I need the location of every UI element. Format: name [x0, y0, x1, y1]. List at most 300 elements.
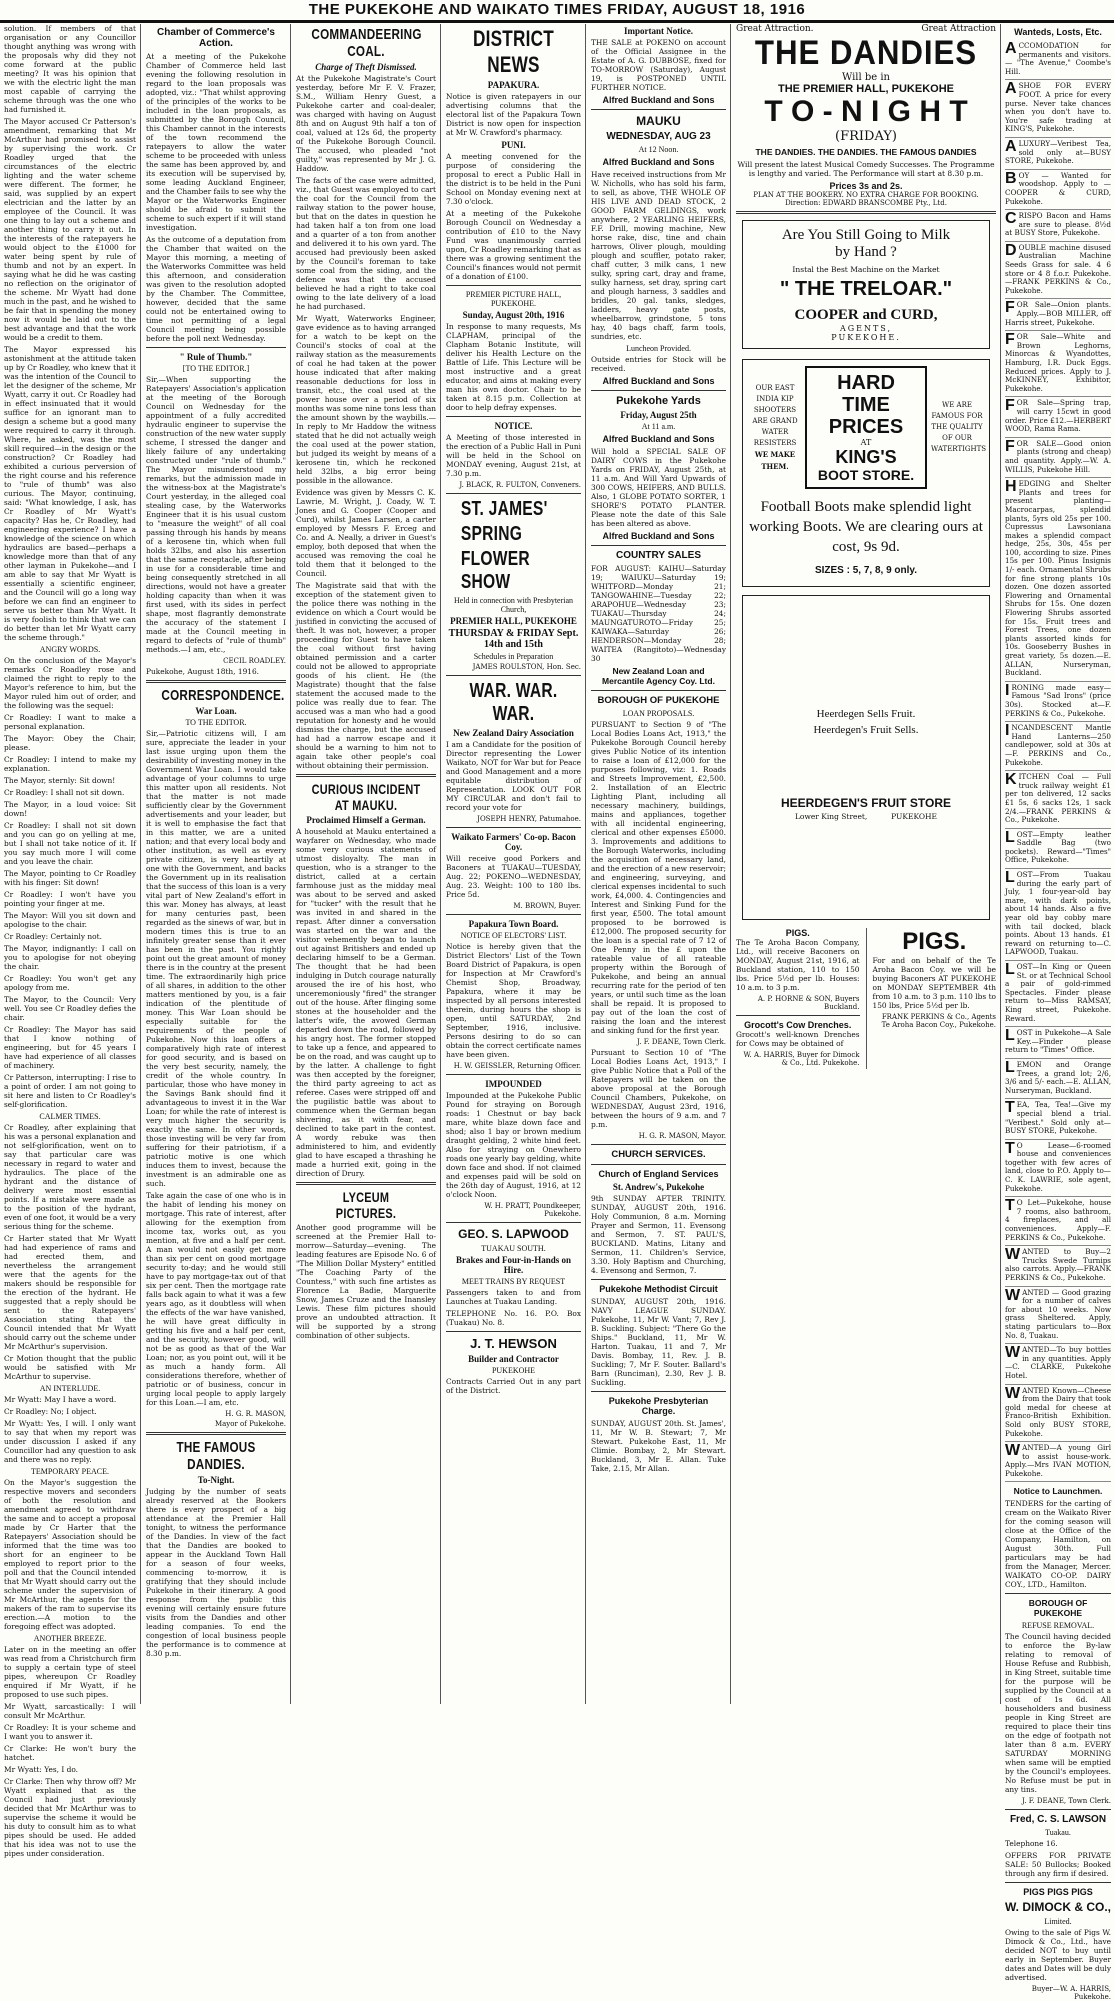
ad-title: Papakura Town Board. [468, 919, 559, 929]
ad-text: Heerdegen Sells Fruit. [816, 708, 916, 720]
classified-text: EMON and Orange Trees, a grand lot; 2/6, 3/6 and 5/- each.—E. ALLAN, Nurseryman, Buckland. [1005, 1059, 1111, 1095]
classified-item [1005, 682, 1111, 722]
classified-item [1005, 869, 1111, 961]
ad-text: Held in connection with Presbyterian Church, [453, 596, 574, 614]
auctioneer: Alfred Buckland and Sons [602, 376, 715, 386]
ad-sizes: SIZES : 5, 7, 8, 9 only. [814, 565, 918, 576]
ad-text: Direction: EDWARD BRANSCOMBE Pty., Ltd. [785, 199, 947, 207]
drop-cap: B [1005, 169, 1017, 187]
ad-text: The Te Aroha Bacon Company, Ltd., will receive Baconers on MONDAY, August 21st, 1916, at Buckland station, 110 to 150 lbs. Price 5½d per lb. Houses: 10 a.m. to 3 p.m. [736, 938, 860, 992]
classified-text: EDGING and Shelter Plants and trees for present planting—Macrocarpas, splendid plants, 5yrs old 25s per 100. Cupressus Lawsoniana makes a splendid compact hedge, 25s, 30s, 45s per 100, according to size. Pines 15s per 100. Pinus Insignis 1/- each. Ornamental Shrubs for fine strong plants 10s dozen. One dozen assorted Flowering and Ornamental Shrubs for 15s. One dozen Flowering Shrubs assorted for 15s. Fruit trees and Forest Trees, one dozen plants assorted kinds for 10s. Gooseberry Bushes in great variety, 5s dozen.—E. ALLAN, Nurseryman, Buckland. [1005, 479, 1111, 678]
drop-cap: I [1005, 681, 1010, 699]
article-paragraph: The Mayor expressed his astonishment at the attitude taken up by Cr Roadley, who knew that it was the intention of the Council to let the designer of the scheme, Mr Wyatt, carry it out. Cr Roadley had in effect insinuated that it would suffice for an ignorant man to design a scheme but a good many were required to carry it through. Where, he asked, was the most skill required—in the design or the construction? Cr Roadley had exhibited a curious perversion of the right course and his reference to "rule of thumb" was also curious. The Mayor, continuing, said: "What knowledge, I ask, has Cr Roadley of Mr Wyatt's capacity? Has he, Cr Roadley, had engineering experience? I have a knowledge of the science on which hydraulics are based—perhaps a knowledge more than that of any other layman in Pukekohe—and I am able to say that Mr Wyatt is essentially a scientific engineer, and the Council will go a long way before we can find an engineer to serve us better than Mr Wyatt. It is very foolish to think that we can do better than let Mr Wyatt carry the scheme through." [4, 345, 136, 642]
ad-text: Outside entries for Stock will be received. [591, 355, 726, 373]
ad-text: PUKEKOHE. [831, 333, 901, 342]
article-paragraph: The Mayor: Obey the Chair, please. [4, 734, 136, 752]
ad-text: Pursuant to Section 10 of "The Local Bodies Loans Act, 1913," I give Public Notice that a Poll of the Ratepayers will be taken on the above proposal at the Borough Council Chambers, Pukekohe, on WEDNESDAY, August 23rd, 1916, between the hours of 9 a.m. and 7 p.m. [591, 1048, 726, 1129]
ad-date: Sunday, August 20th, 1916 [462, 310, 565, 320]
ad-agent: COOPER and CURD, [794, 307, 938, 323]
classified-item [1005, 1442, 1111, 1482]
ad-text: Have received instructions from Mr W. Nicholls, who has sold his farm, to sell, as above, THE WHOLE OF HIS LIVE AND DEAD STOCK, 2 GOOD FARM GELDINGS, work anywhere, 2 YEARLING HEIFERS, F.F. Drill, mowing machine, New horse rake, disc, tine and chain harrows, Oliver plough, moulding plough and scuffler, potato raker, chaff cutter, 3 milk cans, 1 new sulky, spring cart, dray and frame, sulky harness, set dray, spring cart and plough harness, 3 saddles and bridles, 20 gal. tanks, sledges, ladders, heavy gate posts, wheelbarrow, grindstone, 5 tons hay, 40 bags chaff, farm tools, sundries, etc. [591, 170, 726, 341]
drop-cap: C [1005, 210, 1017, 228]
ad-title: FLOWER SHOW [460, 548, 530, 593]
ad-text: Grocott's well-known Drenches for Cows may be obtained of [736, 1030, 860, 1048]
article-heading: Chamber of Commerce's Action. [157, 27, 275, 49]
signature: H. G. R. MASON, [225, 1410, 286, 1418]
article-paragraph: Cr Roadley: I intend to make my explanation. [4, 755, 136, 773]
classified-item [1005, 771, 1111, 829]
column-4 [446, 24, 581, 1704]
church-heading: Pukekohe Presbyterian Charge. [608, 1396, 709, 1416]
ad-text: Schedules in Preparation [473, 652, 554, 661]
ad-prices: Prices 3s and 2s. [829, 181, 903, 191]
ad-spacer [749, 821, 983, 911]
ad-text: Will be in [841, 72, 890, 83]
classified-text: OST—In King or Queen St. or at Technical School a pair of gold-rimmed Spectacles. Finder please return to—Miss RAMSAY, King street, Pukekohe. Reward. [1005, 962, 1111, 1023]
ad-text: WE MAKE THEM. [754, 449, 796, 471]
ad-text: Will receive good Porkers and Baconers at TUAKAU—TUESDAY, Aug. 22; POKENO—WEDNESDAY, Aug. 23. Weight: 100 to 180 lbs. Price 5d. [446, 854, 581, 899]
classified-text: EA, Tea, Tea!—Give my special blend a trial. "Veribest." Sold only at—BUSY STORE, Pukekohe. [1005, 1100, 1111, 1136]
ad-text: MEET TRAINS BY REQUEST [461, 1277, 566, 1286]
article-paragraph: Cr Roadley: I shall not sit down and you can go on yelling at me, but I shall not take notice of it. If you say much more I will come and you leave the chair. [4, 821, 136, 866]
boot-ad-center [805, 366, 927, 489]
article-paragraph: Mr Wyatt, Waterworks Engineer, gave evidence as to having arranged for a watch to be kept on the Council's stocks of coal at the railway station as the measurements of coal he had taken at the power house indicated that after making reasonable deductions for loss in transit, etc., the coal used at the power house over a period of six months was some nine tons less than the amount shown by the waybills.—In reply to Mr Haddow the witness stated that he did not actually weigh the coal used at the power station, but judged its weight by means of a kerosene tin, which he reckoned held 32lbs, a big error being possible in the allowance. [296, 314, 436, 485]
ad-text: Brakes and Four-in-Hands on Hire. [456, 1255, 571, 1275]
article-paragraph: Mr Wyatt: May I have a word. [4, 1395, 117, 1404]
classified-text: CCOMODATION for permanents and visitors. — "The Avenue," Coombe's Hill. [1005, 41, 1111, 76]
article-paragraph: A meeting convened for the purpose of considering the proposal to erect a Public Hall in the district is to be held in the Puni School on Monday evening next at 7.30 o'clock. [446, 152, 581, 206]
divider [296, 774, 436, 777]
ad-text: A Meeting of those interested in the erection of a Public Hall in Puni will be held in the School on MONDAY evening, August 21st, at 7.30 p.m. [446, 433, 581, 478]
article-paragraph: The Mayor, to the Council: Very well. You see Cr Roadley defies the chair. [4, 995, 136, 1022]
article-paragraph: The Mayor, pointing to Cr Roadley with his finger: Sit down! [4, 869, 136, 887]
ad-header-row [736, 24, 996, 34]
classified-item [1005, 961, 1111, 1027]
drop-cap: H [1005, 478, 1017, 496]
auctioneer: Alfred Buckland and Sons [602, 531, 715, 541]
auctioneer: Alfred Buckland and Sons [602, 157, 715, 167]
drop-cap: W [1005, 1286, 1021, 1304]
article-subheading: Charge of Theft Dismissed. [315, 62, 417, 72]
article-paragraph: On the Mayor's suggestion the respective movers and seconders of both the resolution and amendment agreed to withdraw the same and to accept a proposal made by Cr Harter that the Ratepayers' Association should be informed that the time was too short for an engineer to be employed to report prior to the poll and that the Council intended that Mr Wyatt should carry out the scheme under the supervision of Mr McArthur, the agents for the makers of the ram to supervise its erection.—A motion to the foregoing effect was adopted. [4, 1478, 136, 1631]
ad-title: TIME [842, 394, 890, 416]
classified-text: ANTED—A young Girl to assist house-work. Apply.—Mrs IVAN MOTION, Pukekohe. [1005, 1443, 1111, 1478]
ad-title: Waikato Farmers' Co-op. Bacon Coy. [451, 832, 576, 852]
ad-text: Contracts Carried Out in any part of the District. [446, 1377, 581, 1395]
article-paragraph: The Mayor accused Cr Patterson's amendment, remarking that Mr McArthur had promised to assist by supervising the work. Cr Roadley urged that the circumstances of the electric lighting and the water scheme were different. The former, he said, was supplied by an expert electrician and the latter by an employee of the Council. It was one thing to lay out a scheme and another thing to carry it out. In the interests of the ratepayers he would object to the £1000 for water being spent by rule of thumb and not by an expert. In saying what he did he was casting no reflection on the originator of the scheme. Mr Wyatt had done much in the past, and he wished to be fair that in spending the money now it would be laid out to the best advantage and that the work would be a credit to them. [4, 117, 136, 342]
drop-cap: F [1005, 437, 1015, 455]
ad-title: SPRING [460, 523, 523, 545]
drop-cap: K [1005, 771, 1017, 789]
classified-text: NCANDESCENT Mantle Hand Lanterns—250 candlepower, sold at 30s at—F. PERKINS and Co., Pukekohe. [1005, 723, 1111, 767]
column-7 [1005, 24, 1112, 2001]
divider [591, 1391, 726, 1392]
heerdegen-ad [742, 595, 990, 920]
divider [591, 1144, 726, 1145]
classified-item [1005, 1385, 1111, 1443]
ad-text: (FRIDAY) [835, 129, 897, 144]
drop-cap: L [1005, 1058, 1015, 1076]
column-rule [866, 928, 867, 1069]
signature: W. A. HARRIS, Buyer for Dimock & Co., Ltd. Pukekohe. [743, 1051, 860, 1067]
article-paragraph: At the Pukekohe Magistrate's Court yesterday, before Mr F. V. Frazer, S.M., William Henry Guest, a Pukekohe carter and coal-dealer, was charged with having on August 8th and on August 9th half a ton of coal, valued at 12s 6d, the property of the Pukekohe Borough Council. The accused, who pleaded "not guilty," was represented by Mr J. G. Haddow. [296, 74, 436, 173]
classified-item [1005, 1197, 1111, 1246]
ad-tag: Great Attraction. [736, 24, 814, 34]
signature: J. BLACK, R. FULTON, Conveners. [459, 481, 581, 489]
ad-title: HARD [837, 372, 895, 394]
divider [1005, 1593, 1111, 1594]
ad-title: MAUKU [636, 114, 681, 128]
article-subheading: To-Night. [197, 1475, 235, 1485]
classified-item [1005, 80, 1111, 138]
column-rule [140, 24, 141, 1704]
article-paragraph: Cr Roadley: I won't have you pointing your finger at me. [4, 890, 136, 908]
ad-title: BOROUGH OF PUKEKOHE [1028, 1598, 1088, 1619]
article-paragraph: Cr Roadley: I shall not sit down. [4, 788, 125, 797]
divider [591, 1164, 726, 1165]
ad-title: IMPOUNDED [485, 1079, 542, 1089]
pigs-left [736, 928, 860, 1069]
article-paragraph: Mr Wyatt: Yes, I will. I only want to say that when my report was under discussion I asked if any Councillor had any question to ask and there was no reply. [4, 1419, 136, 1464]
article-paragraph: On the conclusion of the Mayor's remarks Cr Roadley rose and claimed the right to reply to the Mayor's reference to him, but the Mayor ruled him out of order, and the following was the sequel: [4, 656, 136, 710]
classified-item [1005, 829, 1111, 869]
kings-boot-ad [742, 359, 990, 587]
ad-text: TENDERS for the carting of cream on the Waikato River for the coming season will close at the Office of the Company, Hamilton, on August 30th. Full particulars may be had from the Manager, Mercer. WAIKATO CO-OP. DAIRY COY., LTD., Hamilton. [1005, 1499, 1111, 1590]
article-paragraph: Sir,—Patriotic citizens will, I am sure, appreciate the leader in your last issue urging upon them the desirability of investing money in the Government War Loan. I would take advantage of your columns to urge this matter upon all residents. Not that the matter is not made sufficiently clear by the Government advertisements and your leader, but it is well to emphasise the fact that in this matter, we are a united nation; and that every local body and other institution, as well as every private citizen, is very heartily at one with the Government, and backs the Government up in its realisation that the success of this loan is a very vital part of New Zealand's effort in this war. Money has always, at least for many centuries past, been regarded as the sinews of war, but in modern times this is true to an infinitely greater sense than it ever has been in the past. You rightly point out the great amount of money there is in the country at the present time. The extraordinarily high price of all shares, in addition to the other matters mentioned by you, is a fair indication of the plentitude of money. This War Loan should be especially suitable for the requirements of the people of Pukekohe. Now this loan offers a comparatively high rate of interest for good security, and is based on the very best security, namely, the credit of the whole country. In particular, those who have money in the Savings Bank should find it advantageous to invest it in the War Loan; for while the rate of interest is very much higher the security is exactly the same. In other words, those investing will be very far from suffering for their patriotism, if a patriotic motive is one which induces them to invest, because the investment is an admirable one as such. [146, 729, 286, 1188]
article-paragraph: Cr Patterson, interrupting: I rise to a point of order. I am not going to sit here and listen to Cr Roadley's self-glorification. [4, 1073, 136, 1109]
divider [446, 1074, 581, 1075]
classified-text: RISPO Bacon and Hams are sure to please. 8½d at BUSY Store, Pukekohe. [1005, 211, 1111, 238]
drop-cap: L [1005, 1027, 1015, 1045]
ad-spacer [749, 740, 983, 790]
auctioneer: New Zealand Loan and Mercantile Agency Coy. Ltd. [602, 666, 715, 686]
drop-cap: W [1005, 1246, 1021, 1264]
article-paragraph: Cr Clarke: Then why throw off? Mr Wyatt explained that as the Council had just previously decided that Mr McArthur was to supervise the scheme it would be his duty to consult him as to what pipes should be used. He added that his idea was not to use the pipes under consideration. [4, 1777, 136, 1858]
divider [146, 347, 286, 348]
classified-item [1005, 210, 1111, 242]
divider [591, 1279, 726, 1280]
divider [146, 1432, 286, 1435]
pigs-row [736, 928, 996, 1069]
ad-title: Fred, C. S. LAWSON [1009, 1814, 1107, 1826]
article-paragraph: Take again the case of one who is in the habit of lending his money on mortgage. This rate of interest, after allowing for the exemption from income tax, works out, as you mention, at five and a half per cent. A man would not easily get more than six per cent on good mortgage security to-day; and he would still have to pay mortgage-tax out of that six per cent. Then the mortgage rate falls back again to what it was a few years ago, as it doubtless will when the effects of the war have vanished, he will have great difficulty in getting his five and a half per cent, and the security, however good, will not be as good as that of the War Loan; nor, as you point out, will it be as much a handy form. All considerations therefore, whether of patriotic or of business, concur in urging local people to apply largely for this Loan.—I am, etc. [146, 1191, 286, 1407]
section-heading: Wanteds, Losts, Etc. [1014, 27, 1102, 37]
district-heading: PAPAKURA. [487, 80, 540, 90]
article-paragraph: Later on in the meeting an offer was read from a Christchurch firm to supply a certain type of steel pipes, whereupon Cr Roadley enquired if Mr Wyatt, if he proposed to use such pipes. [4, 1645, 136, 1699]
column-rule [290, 24, 291, 1704]
column-1 [4, 24, 136, 1858]
ad-text: THE SALE at POKENO on account of the Official Assignee in the Estate of A. G. DUBBOSE, fixed for TO-MORROW (Saturday), August 19, is POSTPONED UNTIL FURTHER NOTICE. [591, 38, 726, 92]
divider [446, 675, 581, 676]
ad-title: HEERDEGEN'S FRUIT STORE [781, 796, 951, 810]
ad-text: SUNDAY, AUGUST 20th. St. James', 11, Mr W. B. Stewart; 7, Mr Stewart. Pukekohe East, 11, Mr Climie. Bombay, 2, Mr Stewart. Buckland, 3, Mr E. Allan. Tuke Take, 2.15, Mr Allan. [591, 1419, 726, 1473]
article-paragraph: The Mayor: Will you sit down and apologise to the chair. [4, 911, 136, 929]
article-paragraph: The Mayor, in a loud voice: Sit down! [4, 800, 136, 818]
ad-time: At 12 Noon. [638, 145, 679, 154]
ad-subtitle: New Zealand Dairy Association [453, 728, 574, 738]
classified-text: OST—Empty leather Saddle Bag (two pockets). Reward—"Times" Office, Pukekohe. [1005, 829, 1111, 865]
ad-text: AGENTS, [839, 324, 893, 333]
ad-text: Owing to the sale of Pigs W. Dimock & Co., Ltd., have decided NOT to buy until early in September. Buyer dates and Dates will be duly advertised. [1005, 1928, 1111, 1983]
ad-subtitle: Limited. [1044, 1917, 1072, 1927]
drop-cap: L [1005, 869, 1015, 887]
boot-ad-right: WE ARE FAMOUS FOR THE QUALITY OF OUR WATERTIGHTS [931, 401, 987, 453]
ad-title: GEO. S. LAPWOOD [458, 1227, 569, 1241]
ad-text: PURSUANT to Section 9 of "The Local Bodies Loans Act, 1913," the Pukekohe Borough Council hereby gives Public Notice of its intention to raise a loan of £12,000 for the purposes following, viz: 1. Roads and Streets Improvement, £2,500. 2. Installation of an Electric Lighting Plant, including all necessary machinery, buildings, mains and appliances, together with all incidental engineering, clerical and other expenses £5000. 3. Improvements and additions to the Borough Waterworks, including the acquisition of necessary land, and the erection of a new reservoir; and engineering, surveying, and clerical expenses incidental to such work, £4,000. 4. Contingencies and Interest and Sinking Fund for the first year, £500. The total amount proposed to be borrowed is £12,000. The proposed security for the loan is a special rate of 7 12 of One Penny in the £ upon the rateable value of all rateable property within the Borough of Pukekohe, and being an annual recurring rate for the period of ten years, or until such time as the loan shall be repaid. It is proposed to pay out of the loan the cost of raising the loan and the interest and sinking fund for the first year. [591, 720, 726, 1035]
ad-subtitle: Tuakau. [1045, 1828, 1071, 1838]
ad-date: THURSDAY & FRIDAY Sept. 14th and 15th [448, 628, 579, 650]
article-paragraph: Cr Roadley, after explaining that his was a personal explanation and not self-glorification, went on to say that particular care was necessary in regard to water and hydraulics. The place of the hydrant and the distance of delivery were most essential points. If a mistake were made as to the position of the hydrant, even of one foot, it would be a very serious thing for the scheme. [4, 1123, 136, 1231]
ad-text: Heerdegen's Fruit Sells. [813, 724, 919, 736]
divider [591, 545, 726, 546]
classified-item [1005, 242, 1111, 300]
article-paragraph: The Mayor, indignantly: I call on you to apologise for not obeying the chair. [4, 944, 136, 971]
ad-title: PREMIER PICTURE HALL, PUKEKOHE. [465, 290, 562, 308]
drop-cap: T [1005, 1099, 1015, 1117]
divider [446, 914, 581, 915]
subheading: AN INTERLUDE. [39, 1384, 101, 1393]
subheading: CALMER TIMES. [39, 1112, 101, 1121]
article-paragraph: Cr Roadley: The Mayor has said that I know nothing of engineering, but for 45 years I have had experience of all classes of machinery. [4, 1025, 136, 1070]
signature: A. P. HORNE & SON, Buyers Buckland. [757, 995, 860, 1011]
ad-text: Notice is hereby given that the District Electors' List of the Town Board District of Papakura, is open for Inspection at Mr Crawford's Chemist Shop, Broadway, Papakura, where it may be inspected by all persons interested therein, during hours the shop is open, until SATURDAY, 2nd September, 1916, inclusive. Persons desiring to do so can obtain the correct certificate names have been given. [446, 942, 581, 1059]
article-heading: CURIOUS INCIDENT AT MAUKU. [311, 781, 421, 813]
article-heading: War Loan. [195, 706, 237, 716]
tonight-title: T O - N I G H T [764, 95, 968, 128]
ad-title: BOOT STORE. [817, 467, 915, 483]
ad-title: Are You Still Going to Milk [781, 227, 951, 243]
article-paragraph: Cr Clarke: He won't bury the hatchet. [4, 1744, 136, 1762]
article-paragraph: Notice is given ratepayers in our advertising columns that the electoral list of the Papakura Town District is now open for inspection at Mr W. Crawford's pharmacy. [446, 92, 581, 137]
ad-title: Pukekohe Yards [616, 395, 701, 407]
ad-text: THE DANDIES. THE DANDIES. THE FAMOUS DANDIES [755, 147, 977, 157]
column-6 [736, 24, 996, 1704]
article-subheading: Proclaimed Himself a German. [306, 815, 426, 825]
signature: JAMES ROULSTON, Hon. Sec. [472, 663, 581, 671]
ad-text: Luncheon Provided. [626, 344, 691, 353]
classified-text: OR Sale—Onion plants. Apply.—BOB MILLER, off Harris street, Pukekohe. [1005, 300, 1111, 327]
ad-place: PUKEKOHE [491, 1366, 536, 1375]
classified-item [1005, 1059, 1111, 1099]
ad-text: Lower King Street, PUKEKOHE [794, 812, 938, 821]
article-paragraph: The Magistrate said that with the exception of the statement given to the police there was nothing in the evidence on which a Court would be justified in convicting the accused of theft. It was not, however, a proper proceeding for Guest to have taken the coal without first having obtained permission and a carter could not be allowed to appropriate goods of his client. He (the Magistrate) thought that the false statement the accused made to the police was really due to fear. The accused was a man who had a good reputation for honesty and he would dismiss the charge, but the accused had had a narrow escape and it should be a warning to him not to again take other people's coal without obtaining their permission. [296, 581, 436, 770]
ad-title: WAR. WAR. WAR. [469, 680, 558, 725]
drop-cap: A [1005, 137, 1017, 155]
ad-place: PREMIER HALL, PUKEKOHE [450, 616, 577, 626]
ad-title: BOROUGH OF PUKEKOHE [597, 695, 720, 706]
article-heading: COMMANDEERING COAL. [311, 26, 422, 60]
signature: H. G. R. MASON, Mayor. [638, 1132, 726, 1140]
ad-text: For and on behalf of the Te Aroha Bacon Coy. we will be buying Baconers AT PUKEKOHE on MONDAY SEPTEMBER 4th from 10 a.m. to 3 p.m. 110 lbs to 150 lbs, Price 5½d per lb. [872, 956, 996, 1010]
ad-title: PIGS. [902, 928, 967, 955]
divider [736, 1015, 860, 1016]
masthead-title: THE PUKEKOHE AND WAIKATO TIMES FRIDAY, AUGUST 18, 1916 [308, 1, 806, 18]
ad-title: " THE TRELOAR." [779, 278, 953, 300]
auctioneer: Alfred Buckland and Sons [602, 95, 715, 105]
masthead [0, 0, 1114, 23]
signature: FRANK PERKINS & Co., Agents Te Aroha Bacon Coy., Pukekohe. [881, 1013, 996, 1029]
signature: JOSEPH HENRY, Patumahoe. [477, 815, 581, 823]
ad-text: Will hold a SPECIAL SALE OF DAIRY COWS in the Pukekohe Yards on FRIDAY, August 25th, at 11 a.m. And Will Yard Upwards of 300 COWS, HEIFERS, AND BULLS. Also, 1 GLOBE POTATO SORTER, 1 SHORE'S POTATO PLANTER. Please note the date of this Sale has been altered as above. [591, 447, 726, 528]
ad-text: Will present the latest Musical Comedy Successes. The Programme is lengthy and varied. The Performance will start at 8.30 p.m. [737, 160, 995, 178]
ad-title: COUNTRY SALES [615, 550, 701, 561]
classified-text: OR SALE—Good onion plants (strong and cheap) and quantity. Apply.—W. A. WILLIS, Pukekohe Hill. [1005, 438, 1111, 474]
ad-subtitle: TUAKAU SOUTH. [481, 1244, 546, 1253]
signature: Buyer—W. A. HARRIS, Pukekohe. [1031, 1985, 1111, 2001]
article-paragraph: Evidence was given by Messrs C. K. Lawrie, M. Wright, J. Coady, W. T. Jones and G. Cooper (Cooper and Curd), whilst James Larsen, a carter employed by Messrs F. Erceg and Co. and A. Neally, a driver in Guest's employ, both deposed that when the accused was removing the coal he told them that it belonged to the Council. [296, 488, 436, 578]
ad-title: Important Notice. [624, 26, 693, 36]
classified-item [1005, 170, 1111, 210]
divider [446, 285, 581, 286]
ad-text: OFFERS FOR PRIVATE SALE: 50 Bullocks; Booked through any firm if desired. [1005, 1851, 1111, 1879]
drop-cap: L [1005, 961, 1015, 978]
article-paragraph: Cr Roadley: You won't get any apology from me. [4, 974, 136, 992]
section-heading: DISTRICT NEWS [473, 26, 554, 77]
district-heading: PUNI. [501, 140, 526, 150]
article-heading: THE FAMOUS DANDIES. [176, 1439, 256, 1473]
ad-text: The Council having decided to enforce the By-law relating to removal of House Refuse and Rubbish, in King Street, suitable time for the purpose will be supplied by the Council at a cost of 1s 6d. All householders and business people in King Street are required to place their tins on the edge of footpath not later than 8 a.m. EVERY SATURDAY MORNING when same will be emptied by the Council's employees. No Refuse must be put in any tins. [1005, 1632, 1112, 1795]
ad-place: THE PREMIER HALL, PUKEKOHE [777, 83, 954, 95]
ad-text: SUNDAY, AUGUST 20th, 1916. NAVY LEAGUE SUNDAY. Pukekohe, 11, Mr W. Vant; 7, Rev J. B. Suckling. Subject: "There Go the Ships." Buckland, 11, Mr W. Harton. Tuakau, 11 and 7, Mr Davis. Bombay, 11, Rev. J. B. Suckling; 7, Mr F. Souter. Ballard's Barn (Runciman), 2.30, Rev J. B. Suckling. [591, 1297, 726, 1387]
ad-text: Telephone 16. [1005, 1839, 1058, 1849]
article-paragraph: A household at Mauku entertained a wayfarer on Wednesday, who made some very curious statements of utmost disloyalty. The man in question, who is a stranger to the district, called at a certain farmhouse just as the midday meal was about to be served and asked for "tucker" with the result that he was invited in and shared in the repast. After dinner a conversation was started on the war and the visitor vehemently began to launch out against Britishers and ended up declaring himself to be a German. The thought that he had been indulging in Dutch courage naturally aroused the ire of his host, who unceremoniously "fired" the stranger out of the house. After flinging some stones at the householder and the latter's wife, the avowed German departed down the road, followed by his angry host. The former stopped to take up a fence, and appeared to be on the road, and was caught up to by the latter. A challenge to fight was then accepted by the foreigner, the third party agreeing to act as referee. Cases were stripped off and the pugilistic battle was about to commence when the German began shivering, as it with fear, and declined to take part in the contest. A wordy rebuke was then administered to him, and evidently glad to have escaped a thrashing he made a hurried exit, going in the direction of Drury. [296, 827, 436, 1178]
article-paragraph: At a meeting of the Pukekohe Borough Council on Wednesday a contribution of £10 to the Navy Fund was unanimously carried upon, Cr Roadley remarking that as there was a growing sentiment the Council's finances would not permit of a donation of £100. [446, 209, 581, 281]
signature: W. H. PRATT, Poundkeeper, Pukekohe. [484, 1202, 581, 1218]
signature: H. W. GEISSLER, Returning Officer. [453, 1062, 581, 1070]
ad-title: PIGS PIGS PIGS [1023, 1887, 1093, 1898]
classified-text: OST—From Tuakau during the early part of July, 1 four-year-old bay mare, with dark points, about 14 hands. Also a five year old bay cobby mare with tail docked, black points. About 13 hands. £1 reward on returning to—C. LAPWOOD, Tuakau. [1005, 870, 1111, 957]
divider [446, 416, 581, 417]
classified-text: OST in Pukekohe—A Sale Key.—Finder please return to "Times" Office. [1005, 1028, 1111, 1055]
section-heading: CHURCH SERVICES. [611, 1149, 706, 1160]
divider [591, 390, 726, 391]
classified-item [1005, 1140, 1111, 1198]
ad-text: Instal the Best Machine on the Market [792, 265, 940, 274]
article-heading: " Rule of Thumb." [179, 352, 253, 362]
divider [446, 493, 581, 494]
classified-text: ANTED — Good grazing for a number of calves for about 10 weeks. Now grass Sheltered. Apply, stating particulars to—Box No. 8, Tuakau. [1005, 1287, 1111, 1340]
column-rule [440, 24, 441, 1704]
classified-text: LUXURY—Veribest Tea, sold only at—BUSY STORE, Pukekohe. [1005, 138, 1111, 166]
article-heading: LYCEUM PICTURES. [335, 1189, 397, 1221]
classified-item [1005, 722, 1111, 771]
drop-cap: W [1005, 1442, 1021, 1460]
ad-subtitle: NOTICE OF ELECTORS' LIST. [460, 931, 567, 940]
ad-title: PRICES [828, 416, 904, 438]
classified-item [1005, 438, 1111, 478]
ad-subtitle: Builder and Contractor [468, 1354, 559, 1364]
classified-text: O Lease—6-roomed house and conveniences together with few acres of land, close to P.O. Apply to—C. K. LAWRIE, sole agent, Pukekohe. [1005, 1140, 1111, 1193]
article-paragraph: Cr Roadley: It is your scheme and I want you to answer it. [4, 1723, 136, 1741]
classified-item [1005, 1099, 1111, 1139]
divider [446, 827, 581, 828]
classified-text: ITCHEN Coal — Full truck railway weight £1 per ton delivered, 12 sacks £1 5s, 6 sacks 12s, 1 sack 2/4.—FRANK PERKINS & Co., Pukekohe. [1005, 772, 1111, 825]
ad-text: PLAN AT THE BOOKERY. NO EXTRA CHARGE FOR BOOKING. [753, 191, 979, 199]
column-rule [585, 24, 586, 1704]
divider [446, 1331, 581, 1332]
classified-item [1005, 397, 1111, 437]
classified-item [1005, 1344, 1111, 1384]
ad-text: Impounded at the Pukekohe Public Pound for straying on Borough roads: 1 Chestnut or bay back mare, white blaze down face and shod; also 1 bay or brown medium draught gelding, 2 white hind feet. Also for straying on Onewhero roads one yearly bay gelding, white down face and shod. If not claimed and expenses paid will be sold on the 26th day of August, 1916, at 12 o'clock Noon. [446, 1091, 581, 1199]
article-paragraph: Cr Roadley: I want to make a personal explanation. [4, 713, 136, 731]
column-rule [1000, 24, 1001, 1704]
ad-title: NOTICE. [494, 421, 533, 431]
ad-title: by Hand ? [835, 244, 897, 260]
ad-text: Passengers taken to and from Launches at Tuakau Landing. [446, 1288, 581, 1306]
classified-text: OR Sale—White and Brown Leghorns, Minorcas & Wyandottes, Hamburg, I.R. Duck Eggs. Reduced prices. Apply to J. McKINNEY, Exhibitor, Pukekohe. [1005, 332, 1111, 393]
article-paragraph: Cr Roadley: Certainly not. [4, 932, 102, 941]
ad-text: 9th SUNDAY AFTER TRINITY. SUNDAY, AUGUST 20th, 1916. Holy Communion, 8 a.m. Morning Prayer and Sermon, 11. Evensong and Sermon, 7. ST. PAUL'S, BUCKLAND. Matins, Litany and Sermon, 11. Children's Service, 3.30. Holy Baptism and Churching, 4. Evensong and Sermon, 7. [591, 1194, 726, 1275]
classified-text: OUBLE machine disused Australian Machine Seeds Grass for sale. 4 6 store or 4 8 f.o.r. Pukekohe.—FRANK PERKINS & Co., Pukekohe. [1005, 242, 1111, 295]
article-paragraph: At a meeting of the Pukekohe Chamber of Commerce held last evening the following resolution in regard to the loan proposals was adopted, viz.: "That whilst approving of the principles of the works to be included in the loan proposals, as submitted by the Borough Council, this Chamber cannot in the interests of the town recommend the ratepayers to allow the water scheme to be proceeded with unless the same has been approved by, and its execution will be supervised by, some leading Auckland Engineer, and the Chamber fails to see why the Mayor or the Waterworks Engineer should be afraid to submit the scheme to such expert if it will stand investigation. [146, 52, 286, 232]
drop-cap: T [1005, 1139, 1015, 1157]
article-paragraph: Cr Harter stated that Mr Wyatt had had experience of rams and had erected them, and nevertheless the arrangement were that the agents for the makers should be responsible for the erection of the hydrant. He suggested that a reply should be sent to the Ratepayers' Association stating that the Council intended that Mr Wyatt should carry out the scheme under Mr McArthur's supervision. [4, 1234, 136, 1351]
article-paragraph: Sir,—When supporting the Ratepayers' Association's application at the meeting of the Borough Council on Wednesday for the appointment of a fully accredited hydraulic engineer to supervise the construction of the new water supply scheme, I stressed the danger and likely failure of any undertaking constructed under "rule of thumb." The Mayor misunderstood my remarks, but the admission made in the witness-box at the Magistrate's Court yesterday, in the alleged coal stealing case, by the Waterworks Engineer that it is his usual custom to "measure the weight" of all coal passing through his hands by means of a kerosene tin, which when full holds 32lbs, and also his assertion that the same receptacle, after being in use for a considerable time and being consequently stretched in all directions, would not have a greater holding capacity than when it was first used, with its sides in perfect shape, most flagrantly demonstrate the accuracy of the statement I made at the Council meeting in regard to defects of "rule of thumb" methods.—I am, etc., [146, 375, 286, 654]
boot-ad-left [749, 383, 801, 473]
drop-cap: F [1005, 397, 1015, 415]
ad-text: FOR AUGUST: KAIHU—Saturday 19; WAIUKU—Saturday 19; WHITFORD—Monday 21; TANGOWAHINE—Tuesday 22; ARAPOHUE—Wednesday 23; TUAKAU—Thursday 24; MAUNGATUROTO—Friday 25; KAIWAKA—Saturday 26; HENDERSON—Monday 28; WAITEA (Rangitoto)—Wednesday 30 [591, 564, 726, 663]
drop-cap: A [1005, 40, 1017, 57]
ad-title: KING'S [835, 447, 897, 467]
ad-title: J. T. HEWSON [470, 1336, 557, 1351]
classified-text: ANTED—To buy bottles in any quantities. Apply—C. CLARKE, Pukekohe Hotel. [1005, 1345, 1111, 1380]
divider [591, 109, 726, 110]
article-paragraph: Cr Motion thought that the public would be satisfied with Mr McArthur to supervise. [4, 1354, 136, 1381]
classified-item [1005, 1027, 1111, 1059]
drop-cap: A [1005, 80, 1017, 98]
ad-title: PIGS. [785, 928, 810, 938]
signature: M. BROWN, Buyer. [513, 902, 581, 910]
boot-ad-row [749, 366, 987, 489]
article-paragraph: Another good programme will be screened at the Premier Hall to-morrow—Saturday—evening. The leading features are Episode No. 6 of "The Million Dollar Mystery" entitled "The Coaching Party of the Countess," with such fine artistes as Florence La Badie, Marguerite Snow, James Cruze and the Inansley Lewis. These film pictures should prove an undoubted attraction. It will be supported by a strong combination of other subjects. [296, 1223, 436, 1340]
classified-text: OR Sale—Spring trap, will carry 15cwt in good order. Price £12.—HERBERT WOOD, Rama Rama. [1005, 398, 1111, 434]
editor-line: TO THE EDITOR. [185, 718, 247, 727]
article-paragraph: Cr Roadley: No; I object. [4, 1407, 97, 1416]
church-heading: Pukekohe Methodist Circuit [599, 1284, 718, 1294]
ad-text: In response to many requests, Ms CLAPHAM, principal of the Clapham Botanic Institute, will deliver his Health Lecture on the Battle of Life. This Lecture will be most instructive and a great educator, and aims at making every man his own doctor. Chair to be taken at 8.15 p.m. Collection at door to help defray expenses. [446, 322, 581, 412]
divider [591, 690, 726, 691]
article-paragraph: As the outcome of a deputation from the Chamber that waited on the Mayor this morning, a meeting of the Waterworks Committee was held this afternoon, and consideration was given to the resolution adopted by the Chamber. The Committee, however, decided that the same could not be entertained owing to time not permitting of a legal Council meeting being possible before the poll next Wednesday. [146, 235, 286, 343]
ad-text: Football Boots make splendid light working Boots. We are clearing ours at cost, 9s 9d. [749, 499, 983, 555]
ad-date: Friday, August 25th [620, 410, 697, 420]
church-subheading: St. Andrew's, Pukekohe [612, 1182, 705, 1192]
column-rule [730, 24, 731, 1704]
column-3 [296, 24, 436, 1704]
ad-title: W. DIMOCK & CO., [1005, 1900, 1111, 1915]
drop-cap: L [1005, 828, 1015, 846]
classified-item [1005, 138, 1111, 170]
article-paragraph: Mr Wyatt, sarcastically: I will consult Mr McArthur. [4, 1702, 136, 1720]
pigs-right [873, 928, 997, 1069]
classified-item [1005, 299, 1111, 331]
drop-cap: W [1005, 1384, 1021, 1402]
divider [446, 1222, 581, 1223]
ad-text: I am a Candidate for the position of Director representing the Lower Waikato, NOT for War but for Peace and Good Management and a more equitable distribution of Representation. LOOK OUT FOR MY CIRCULAR and don't fail to record your vote for [446, 740, 581, 812]
ad-text: AT [860, 438, 872, 447]
article-paragraph: The facts of the case were admitted, viz., that Guest was employed to cart the coal for the Council from the railway station to the power house, but that on the dates in question he had taken half a ton from one load and a quarter of a ton from another and delivered it to his own yard. The accused had previously been asked by the Council's foreman to take some coal from the siding, and the defence was that the accused believed he had a right to take coal owing to the late delivery of a load he had purchased. [296, 176, 436, 311]
divider [1005, 1882, 1111, 1883]
signature: Mayor of Pukekohe. [214, 1420, 286, 1428]
drop-cap: T [1005, 1197, 1015, 1215]
dandies-title: THE DANDIES [754, 34, 978, 72]
church-heading: Church of England Services [598, 1169, 719, 1179]
subheading: ANOTHER BREEZE. [33, 1634, 107, 1643]
divider [1005, 1809, 1111, 1810]
ad-time: At 11 a.m. [641, 422, 676, 431]
drop-cap: I [1005, 722, 1010, 740]
classified-text: ANTED to Buy—2 Trucks Swede Turnips also carrots. Apply.—FRANK PERKINS & Co., Pukekohe. [1005, 1247, 1111, 1282]
signature: CECIL ROADLEY. [223, 657, 286, 665]
